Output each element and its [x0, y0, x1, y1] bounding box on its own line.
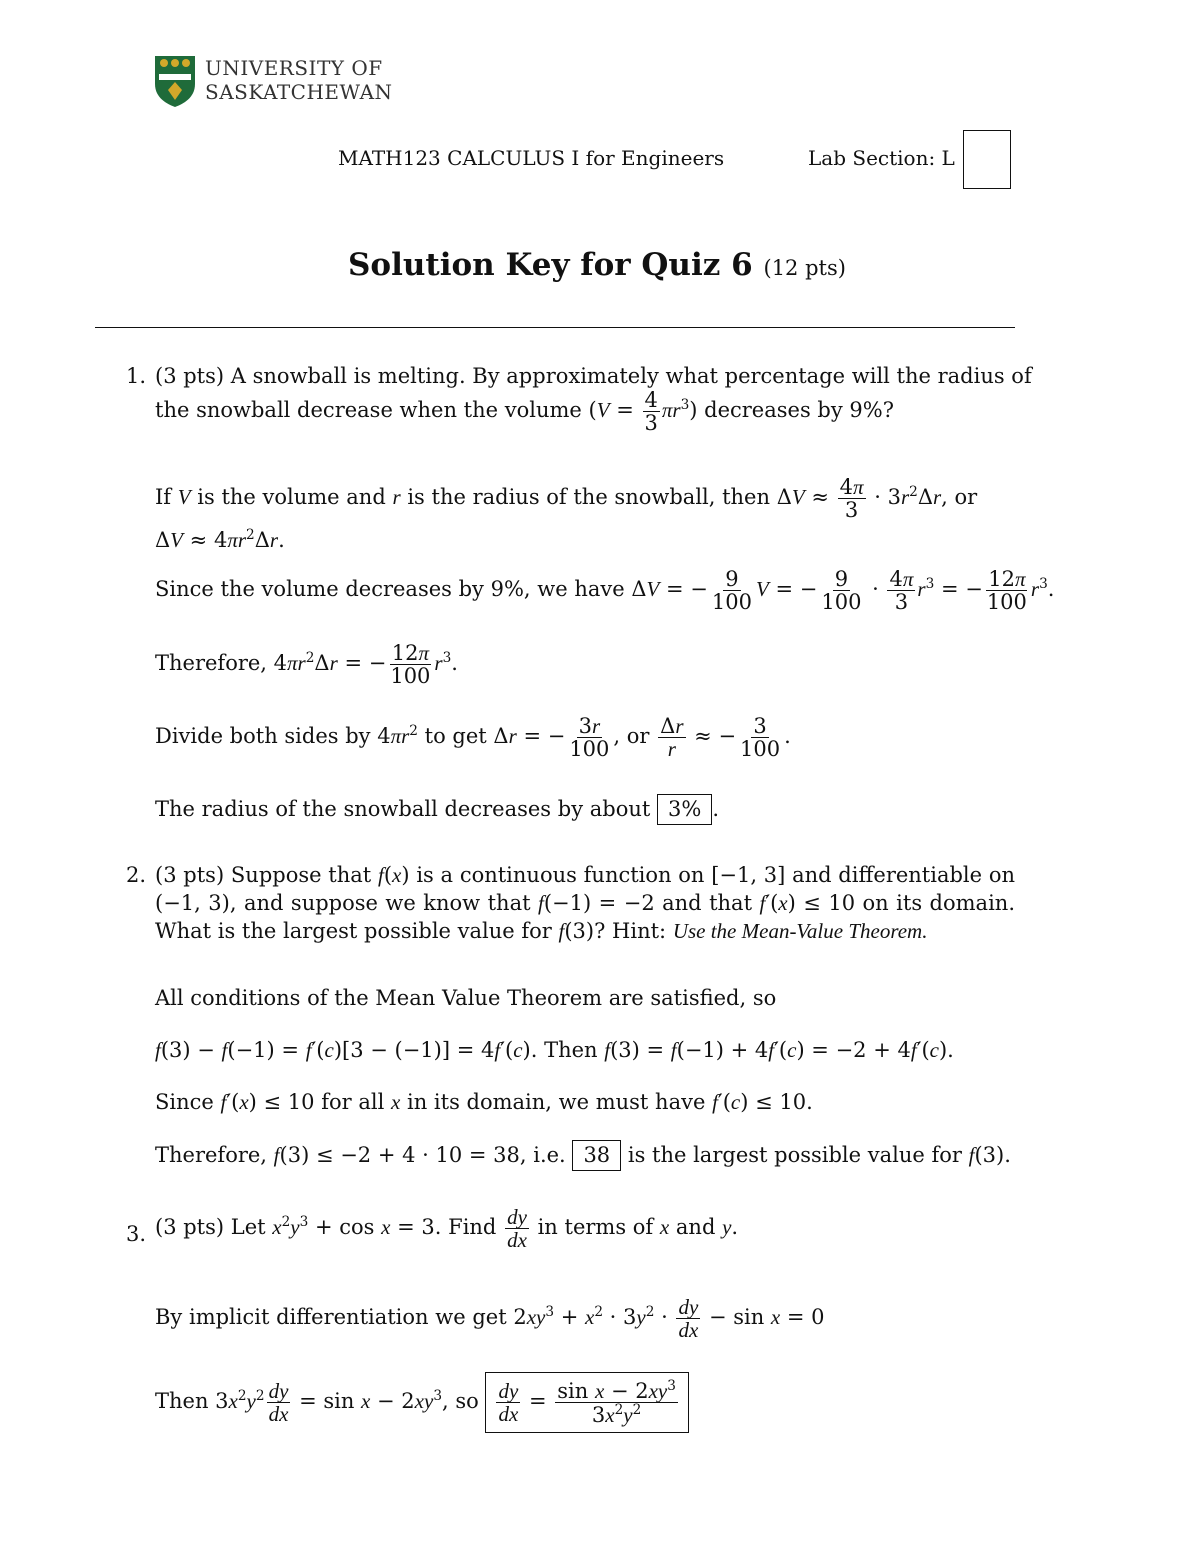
q2-step-3-c: in its domain, we must have [407, 1090, 706, 1114]
q2-hint-label: Hint: [612, 919, 667, 943]
lab-section-label: Lab Section: L [808, 146, 955, 170]
q1-points: (3 pts) [155, 364, 225, 388]
crest-icon [153, 54, 197, 108]
q2-prompt-1: Suppose that [230, 863, 372, 887]
logo-line-2: SASKATCHEWAN [205, 80, 393, 104]
q1-step-1-d: , or [941, 485, 978, 510]
q3-step-1-text: By implicit differentiation we get [155, 1305, 507, 1330]
q1-number: 1. [126, 364, 147, 388]
q3-prompt-2: Find [448, 1215, 497, 1240]
q1-step-3-lead: Since the volume decreases by 9%, we have [155, 577, 625, 602]
q1-step-5-lead: Divide both sides by [155, 724, 371, 749]
quiz-title-points: (12 pts) [763, 256, 846, 280]
q2-hint: Use the Mean-Value Theorem. [672, 919, 928, 943]
q1-step-2: $\Delta V \approx 4\pi r^2\Delta r$. [155, 527, 285, 552]
q1-prompt-a: A snowball is melting. By approximately what percentage will the radius of [230, 364, 1032, 388]
logo-line-1: UNIVERSITY OF [205, 56, 383, 80]
q1-step-1-b: is the volume and [197, 485, 386, 510]
q1-step-5-mid: to get [424, 724, 487, 749]
q2-step-3: Since f′(x) ≤ 10 for all x in its domain, we must have f′(c) ≤ 10. [155, 1090, 813, 1114]
q2-points: (3 pts) [155, 863, 225, 887]
q1-text-line-2: the snowball decrease when the volume (V = $\frac{4}{3}$ $\pi r^3$) decreases by 9%? [155, 388, 894, 436]
q1-step-3: Since the volume decreases by 9%, we have ΔV = − $\frac{9}{100}$ V = − $\frac{9}{100}$ · $\frac{4\pi}{3}$ $r^3$ = − $\frac{12\pi}{100}$ $r^3$. [155, 567, 1055, 615]
q2-step-1: All conditions of the Mean Value Theorem are satisfied, so [155, 986, 777, 1010]
q3-prompt-3: in terms of [537, 1215, 654, 1240]
q2-step-3-a: Since [155, 1090, 214, 1114]
q1-prompt-c: ) decreases by 9%? [689, 398, 894, 423]
q3-points: (3 pts) [155, 1215, 225, 1240]
q3-step-2-then: Then [155, 1389, 209, 1414]
q1-step-5-or: , or [613, 724, 650, 749]
q2-prompt: (3 pts) Suppose that f(x) is a continuous function on [−1, 3] and differentiable on (−1, 3), and suppose we know that f(−1) = −2 and that f′(x) ≤ 10 on its domain. What is the largest possible value for f(3)? Hint: Use the Mean-Value Theorem. [155, 863, 1015, 943]
q1-conclusion: The radius of the snowball decreases by about 3% . [155, 794, 719, 825]
q3-step-2-so: , so [442, 1389, 479, 1414]
q1-prompt-b: the snowball decrease when the volume ( [155, 398, 597, 423]
q2-conclusion-c: is the largest possible value for [627, 1143, 962, 1167]
q3-number: 3. [126, 1222, 147, 1246]
q2-prompt-2: is a continuous function on [−1, 3] and differentiable on (−1, 3), and suppose we know that [155, 863, 1015, 915]
q3-step-1: By implicit differentiation we get $2xy^3 + x^2 \cdot 3y^2$ · $\frac{dy}{dx}$ − sin x = 0 [155, 1295, 825, 1343]
q2-step-2-then: . Then [530, 1038, 598, 1062]
q2-conclusion: Therefore, f(3) ≤ −2 + 4 · 10 = 38, i.e. 38 is the largest possible value for f(3). [155, 1140, 1011, 1171]
q1-answer-box: 3% [657, 794, 712, 825]
q1-step-1: If V is the volume and r is the radius of the snowball, then ΔV ≈ $\frac{4\pi}{3}$ · $3r^2\Delta r$, or [155, 475, 978, 523]
q1-step-4-lead: Therefore, [155, 651, 267, 676]
quiz-title-main: Solution Key for Quiz 6 [348, 247, 753, 283]
q1-conclusion-text: The radius of the snowball decreases by about [155, 797, 651, 821]
q1-step-4: Therefore, $4\pi r^2\Delta r$ = − $\frac{12\pi}{100}$ $r^3$. [155, 641, 458, 689]
q2-answer-box: 38 [572, 1140, 621, 1171]
q3-prompt: (3 pts) Let $x^2y^3 + \cos x = 3$. Find $\frac{dy}{dx}$ in terms of x and y. [155, 1205, 739, 1253]
course-name: MATH123 CALCULUS I for Engineers [338, 146, 725, 170]
q3-step-2: Then $3x^2y^2$ $\frac{dy}{dx}$ = $\sin x - 2xy^3$, so $\frac{dy}{dx}$ = $\frac{\sin x - 2xy^3}{3x^2y^2}$ [155, 1372, 689, 1433]
q2-conclusion-a: Therefore, [155, 1143, 267, 1167]
q2-step-3-b: for all [321, 1090, 385, 1114]
q3-prompt-3b: and [675, 1215, 716, 1240]
quiz-title [348, 247, 846, 284]
q1-step-1-a: If [155, 485, 172, 510]
q1-step-1-c: is the radius of the snowball, then [407, 485, 771, 510]
q1-text-line-1 [155, 364, 1032, 389]
university-logo [153, 54, 393, 110]
q2-prompt-4: on its domain. What is the largest possible value for [155, 891, 1015, 943]
q2-number: 2. [126, 863, 147, 887]
q3-answer-box: $\frac{dy}{dx}$ = $\frac{\sin x - 2xy^3}{3x^2y^2}$ [485, 1372, 688, 1433]
q1-step-5: Divide both sides by $4\pi r^2$ to get Δr = − $\frac{3r}{100}$ , or $\frac{\Delta r}{r}$ ≈ − $\frac{3}{100}$ . [155, 714, 791, 762]
lab-section-box[interactable] [963, 130, 1011, 189]
q2-prompt-3: and that [662, 891, 753, 915]
q2-step-2: f(3) − f(−1) = f′(c)[3 − (−1)] = 4f′(c). Then f(3) = f(−1) + 4f′(c) = −2 + 4f′(c). [155, 1038, 954, 1062]
q2-conclusion-b: , i.e. [519, 1143, 566, 1167]
title-divider [95, 327, 1015, 328]
q3-prompt-1: Let [230, 1215, 266, 1240]
